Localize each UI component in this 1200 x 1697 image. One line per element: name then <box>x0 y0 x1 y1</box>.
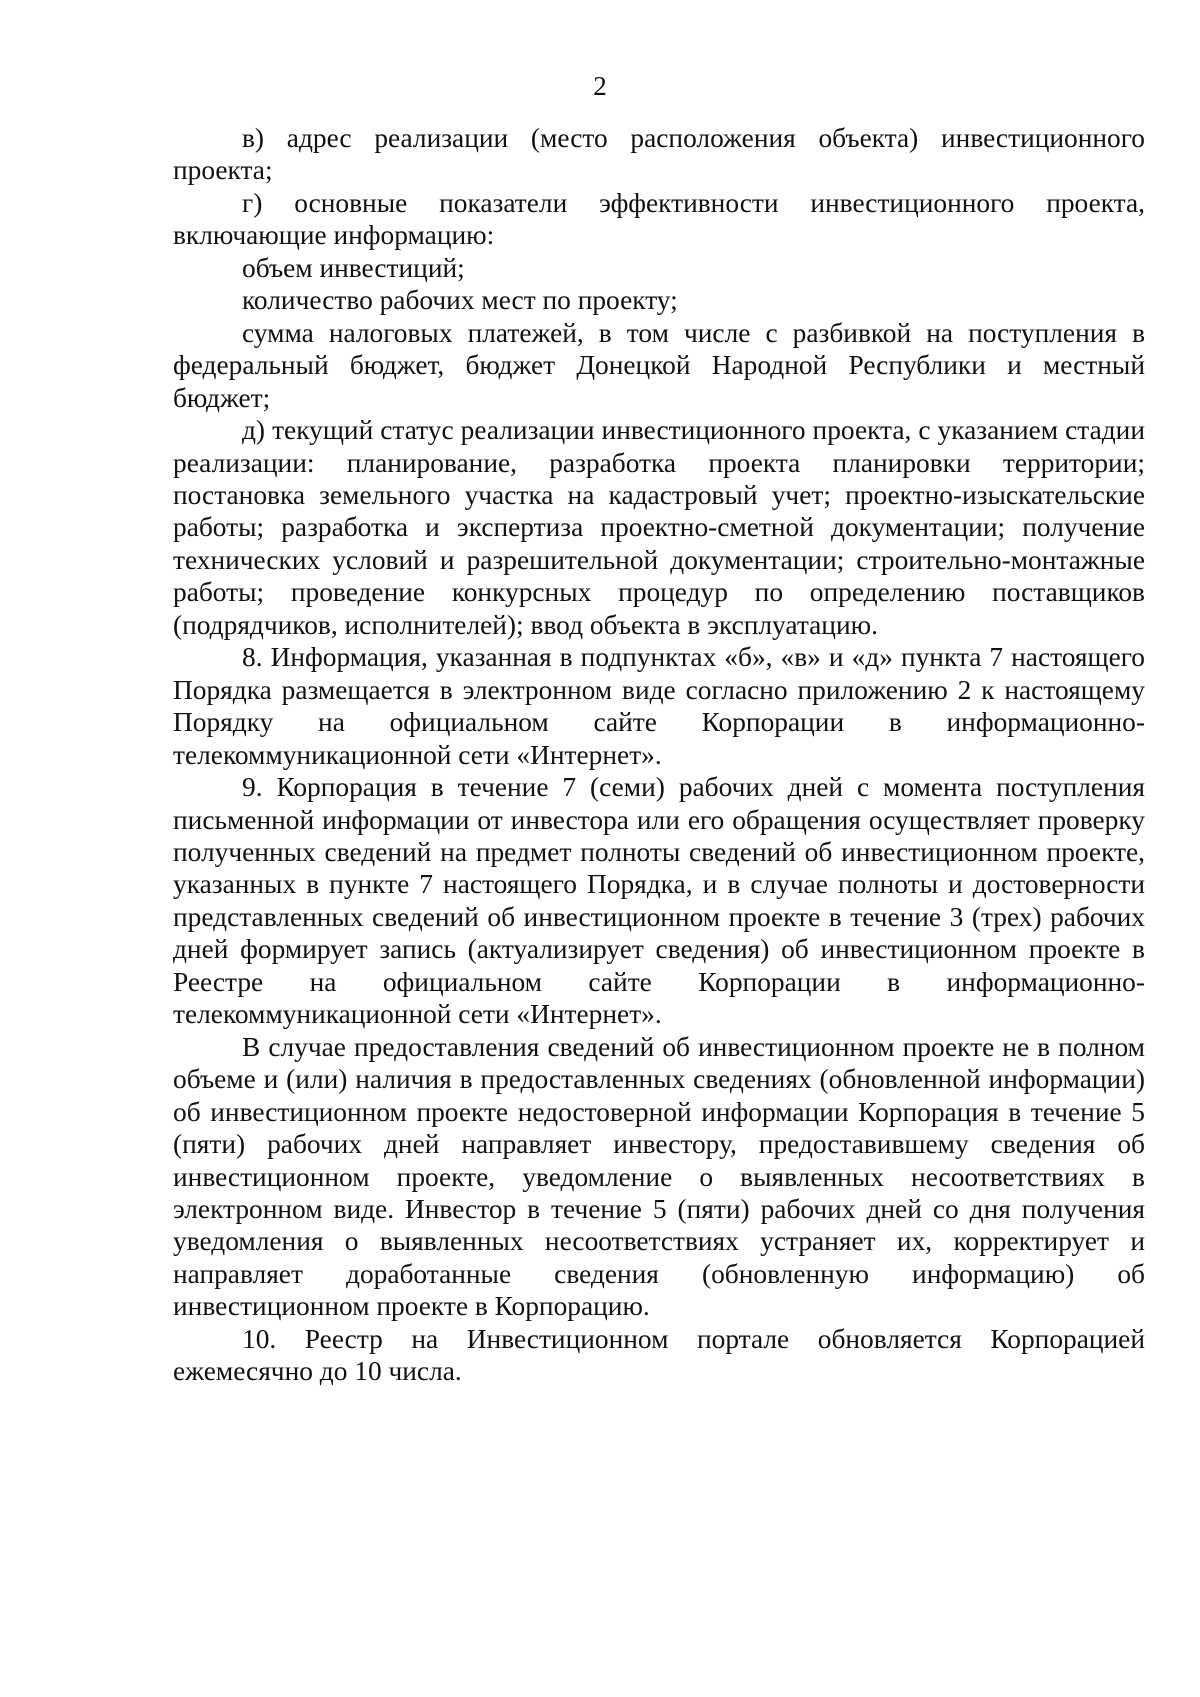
paragraph-current-status: д) текущий статус реализации инвестиционного проекта, с указанием стадии реализации: планирование, разработка проекта планировки территории; постановка земельного участка на кадастровый учет; проектно-изыскательские работы; разработка и экспертиза проектно-сметной документации; получение технических условий и разрешительной документации; строительно-монтажные работы; проведение конкурсных процедур по определению поставщиков (подрядчиков, исполнителей); ввод объекта в эксплуатацию. <box>173 415 1145 640</box>
paragraph-tax-payments: сумма налоговых платежей, в том числе с разбивкой на поступления в федеральный бюджет, бюджет Донецкой Народной Республики и местный бюджет; <box>173 317 1145 413</box>
paragraph-item-9: 9. Корпорация в течение 7 (семи) рабочих дней с момента поступления письменной информации от инвестора или его обращения осуществляет проверку полученных сведений на предмет полноты сведений об инвестиционном проекте, указанных в пункте 7 настоящего Порядка, и в случае полноты и достоверности представленных сведений об инвестиционном проекте в течение 3 (трех) рабочих дней формирует запись (актуализирует сведения) об инвестиционном проекте в Реестре на официальном сайте Корпорации в информационно-телекоммуникационной сети «Интернет». <box>173 772 1145 1030</box>
paragraph-jobs-count: количество рабочих мест по проекту; <box>242 285 678 316</box>
paragraph-incomplete-info: В случае предоставления сведений об инвестиционном проекте не в полном объеме и (или) наличия в предоставленных сведениях (обновленной информации) об инвестиционном проекте недостоверной информации Корпорация в течение 5 (пяти) рабочих дней направляет инвестору, предоставившему сведения об инвестиционном проекте, уведомление о выявленных несоответствиях в электронном виде. Инвестор в течение 5 (пяти) рабочих дней со дня получения уведомления о выявленных несоответствиях устраняет их, корректирует и направляет доработанные сведения (обновленную информацию) об инвестиционном проекте в Корпорацию. <box>173 1031 1145 1322</box>
paragraph-performance-indicators: г) основные показатели эффективности инвестиционного проекта, включающие информацию: <box>173 187 1145 251</box>
document-body <box>173 122 1145 1388</box>
paragraph-item-8: 8. Информация, указанная в подпунктах «б», «в» и «д» пункта 7 настоящего Порядка размещается в электронном виде согласно приложению 2 к настоящему Порядку на официальном сайте Корпорации в информационно-телекоммуникационной сети «Интернет». <box>173 642 1145 770</box>
paragraph-address: в) адрес реализации (место расположения объекта) инвестиционного проекта; <box>173 123 1145 186</box>
paragraph-item-10: 10. Реестр на Инвестиционном портале обновляется Корпорацией ежемесячно до 10 числа. <box>173 1323 1145 1387</box>
paragraph-investment-volume: объем инвестиций; <box>242 252 465 283</box>
page-number: 2 <box>593 71 607 101</box>
